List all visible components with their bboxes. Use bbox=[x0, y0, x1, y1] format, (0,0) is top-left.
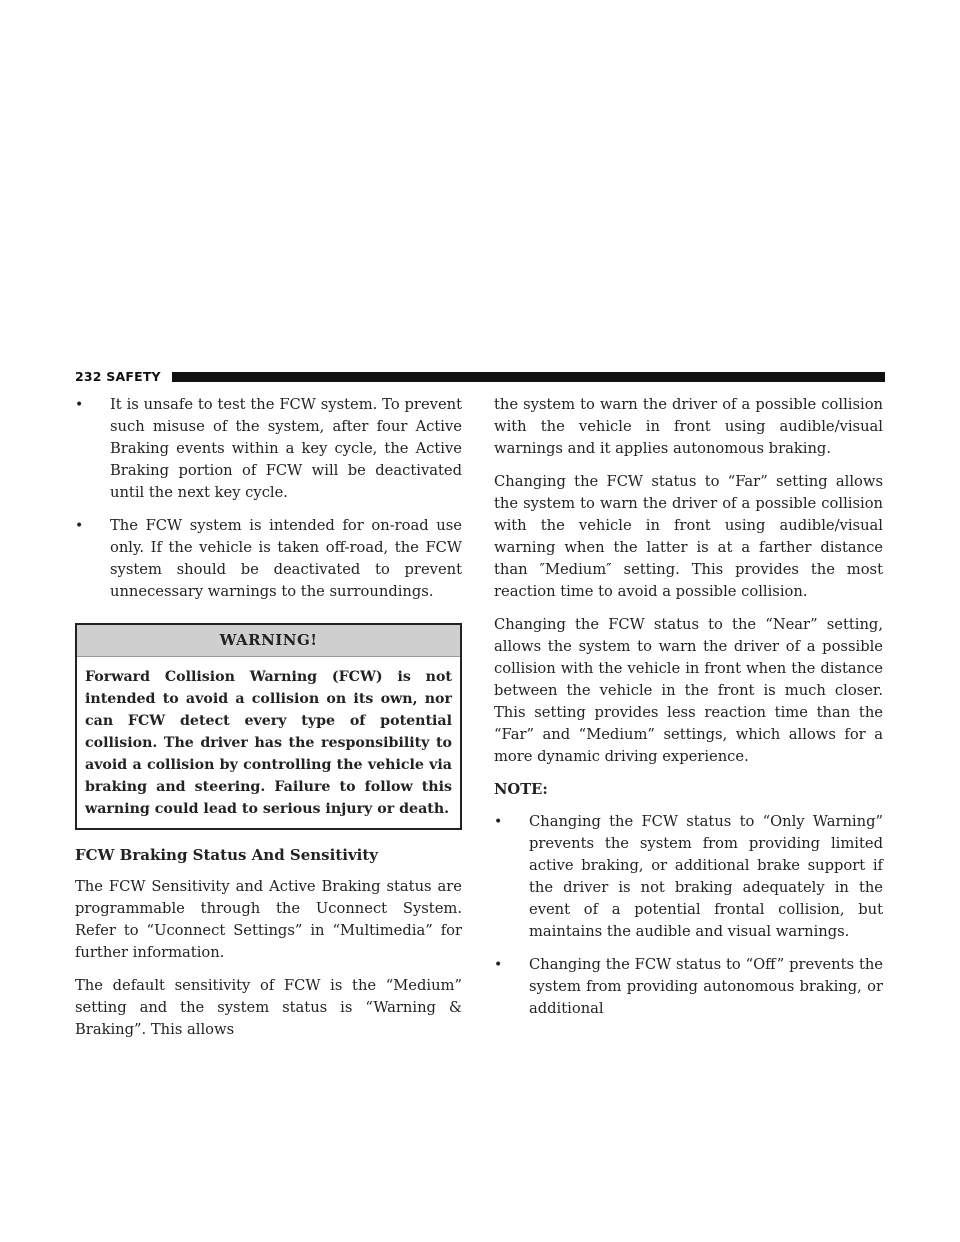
section-heading: FCW Braking Status And Sensitivity bbox=[75, 846, 379, 864]
left-column bbox=[75, 394, 462, 1052]
list-item bbox=[494, 811, 883, 943]
warning-body: Forward Collision Warning (FCW) is not intended to avoid a collision on its own, nor can FCW detect every type of potential collision. The driver has the responsibility to avoid a collision by controlling the vehicle via braking and steering. Failure to follow this warning could lead to serious injury or death. bbox=[85, 669, 452, 817]
right-column bbox=[494, 394, 883, 1031]
header-rule bbox=[172, 372, 885, 382]
paragraph: the system to warn the driver of a possible collision with the vehicle in front using audible/visual warnings and it applies autonomous braking. bbox=[494, 396, 883, 457]
bullet-icon bbox=[75, 515, 110, 537]
paragraph: The FCW Sensitivity and Active Braking status are programmable through the Uconnect System. Refer to “Uconnect Settings” in “Multimedia” for further information. bbox=[75, 878, 462, 961]
list-item bbox=[494, 954, 883, 1020]
page-header bbox=[75, 369, 885, 385]
bullet-text: It is unsafe to test the FCW system. To prevent such misuse of the system, after four Active Braking events within a key cycle, the Active Braking portion of FCW will be deactivated until the next key cycle. bbox=[110, 396, 462, 501]
bullet-text: Changing the FCW status to “Only Warning” prevents the system from providing limited active braking, or additional brake support if the driver is not braking adequately in the event of a potential frontal collision, but maintains the audible and visual warnings. bbox=[529, 813, 883, 940]
bullet-icon bbox=[75, 394, 110, 416]
bullet-icon bbox=[494, 811, 529, 833]
list-item bbox=[75, 394, 462, 504]
section-title: SAFETY bbox=[106, 369, 161, 384]
list-item bbox=[75, 515, 462, 603]
paragraph: The default sensitivity of FCW is the “Medium” setting and the system status is “Warning & Braking”. This allows bbox=[75, 977, 462, 1038]
warning-box bbox=[75, 623, 462, 830]
page-number: 232 bbox=[75, 369, 102, 384]
page-header-label bbox=[75, 369, 161, 385]
warning-title: WARNING! bbox=[77, 625, 460, 657]
bullet-icon bbox=[494, 954, 529, 976]
note-label: NOTE: bbox=[494, 781, 548, 798]
paragraph: Changing the FCW status to the “Near” setting, allows the system to warn the driver of a possible collision with the vehicle in front when the distance between the vehicle in the front is much closer. This setting provides less reaction time than the “Far” and “Medium” settings, which allows for a more dynamic driving experience. bbox=[494, 616, 883, 765]
bullet-text: The FCW system is intended for on-road use only. If the vehicle is taken off-road, the FCW system should be deactivated to prevent unnecessary warnings to the surroundings. bbox=[110, 517, 462, 600]
paragraph: Changing the FCW status to “Far” setting allows the system to warn the driver of a possible collision with the vehicle in front using audible/visual warning when the latter is at a farther distance than ″Medium″ setting. This provides the most reaction time to avoid a possible collision. bbox=[494, 473, 883, 600]
bullet-text: Changing the FCW status to “Off” prevents the system from providing autonomous braking, or additional bbox=[529, 956, 883, 1017]
